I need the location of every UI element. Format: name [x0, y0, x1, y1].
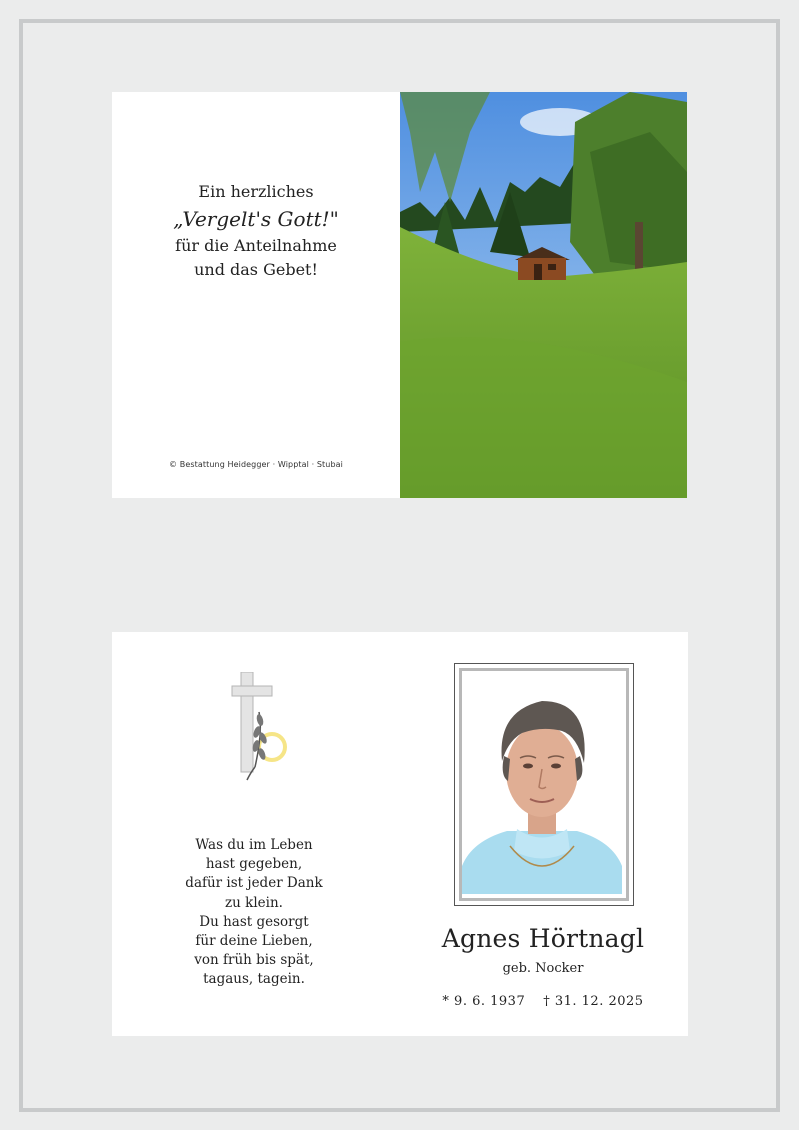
thanks-line-1: Ein herzliches: [198, 182, 314, 201]
memorial-card: [112, 632, 688, 1036]
portrait-photo: [459, 668, 629, 901]
birth-name: geb. Nocker: [502, 961, 584, 976]
deceased-name: Agnes Hörtnagl: [441, 924, 645, 953]
poem-line: Was du im Leben: [195, 837, 313, 853]
poem-line: tagaus, tagein.: [203, 971, 305, 988]
thanks-line-3: für die Anteilnahme: [175, 236, 337, 255]
poem-line: Du hast gesorgt: [199, 913, 309, 930]
death-date: † 31. 12. 2025: [543, 994, 644, 1009]
life-dates: [430, 994, 656, 1009]
landscape-photo: [400, 92, 687, 498]
portrait-frame: [454, 663, 634, 906]
birth-date: * 9. 6. 1937: [442, 994, 526, 1009]
undertaker-credit: © Bestattung Heidegger · Wipptal · Stubai: [169, 460, 343, 469]
poem-line: zu klein.: [225, 894, 283, 911]
thanks-line-2: „Vergelt's Gott!": [173, 207, 339, 231]
cross-with-wheat-icon: [227, 672, 297, 782]
poem-line: dafür ist jeder Dank: [185, 875, 323, 892]
poem-line: für deine Lieben,: [195, 933, 313, 950]
poem-line: von früh bis spät,: [194, 952, 314, 969]
thanks-card: [112, 92, 687, 498]
landscape-illustration: [400, 92, 687, 498]
thanks-line-4: und das Gebet!: [194, 260, 318, 279]
thanks-text: [112, 180, 400, 282]
poem-line: hast gegeben,: [205, 856, 303, 873]
memorial-poem: [152, 836, 356, 990]
